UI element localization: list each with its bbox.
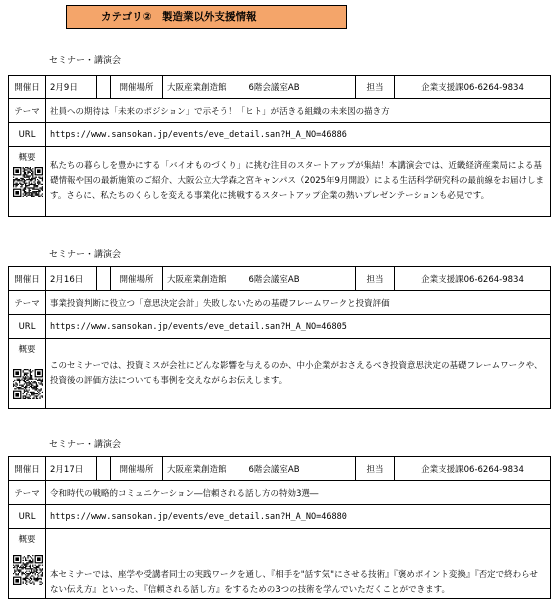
summary-label-cell bbox=[9, 339, 46, 409]
event-table bbox=[8, 456, 551, 599]
summary-label-cell bbox=[9, 147, 46, 217]
event-contact: 企業支援課06-6264-9834 bbox=[395, 457, 551, 481]
event-contact: 企業支援課06-6264-9834 bbox=[395, 267, 551, 291]
event-venue bbox=[163, 457, 356, 481]
summary-label-cell bbox=[9, 529, 46, 599]
section-label: セミナー・講演会 bbox=[49, 440, 122, 450]
spacer-cell bbox=[97, 76, 111, 99]
summary-label: 概要 bbox=[18, 153, 36, 163]
venue-room: 6階会議室AB bbox=[248, 274, 300, 285]
venue-label: 開催場所 bbox=[111, 457, 163, 481]
event-venue bbox=[163, 76, 356, 99]
category-banner: カテゴリ② 製造業以外支援情報 bbox=[66, 5, 347, 29]
event-theme: 事業投資判断に役立つ「意思決定会計」失敗しないための基礎フレームワークと投資評価 bbox=[46, 291, 551, 315]
spacer-cell bbox=[97, 457, 111, 481]
event-summary: 私たちの暮らしを豊かにする「バイオものづくり」に挑む注目のスタートアップが集結！本講演会では、近畿経済産業局による基礎情報や国の最新施策のご紹介、大阪公立大学森之宮キャンパス（2025年9月開設）による生活科学研究科の最前線をお届けします。さらに、私たちのくらしを変える事業化に挑戦するスタートアップ企業の熱いプレゼンテーションも必見です。 bbox=[46, 147, 551, 217]
event-theme: 社員への期待は「未来のポジション」で示そう！「ヒト」が活きる組織の未来図の描き方 bbox=[46, 99, 551, 123]
venue-name: 大阪産業創造館 bbox=[167, 274, 227, 285]
event-url-link[interactable]: https://www.sansokan.jp/events/eve_detail.san?H_A_NO=46805 bbox=[46, 315, 551, 339]
venue-label: 開催場所 bbox=[111, 76, 163, 99]
event-info-row bbox=[9, 457, 551, 481]
event-info-row bbox=[9, 76, 551, 99]
event-date: 2月17日 bbox=[46, 457, 97, 481]
date-label: 開催日 bbox=[9, 76, 46, 99]
event-date: 2月16日 bbox=[46, 267, 97, 291]
url-label: URL bbox=[9, 505, 46, 529]
contact-label: 担当 bbox=[356, 76, 395, 99]
event-date: 2月9日 bbox=[46, 76, 97, 99]
venue-room: 6階会議室AB bbox=[248, 464, 300, 475]
event-theme: 令和時代の戦略的コミュニケーション―信頼される話し方の特効3選― bbox=[46, 481, 551, 505]
qr-code-icon bbox=[13, 167, 43, 197]
contact-label: 担当 bbox=[356, 267, 395, 291]
event-summary: 本セミナーでは、座学や受講者同士の実践ワークを通し、『相手を"話す気"にさせる技術』『褒めポイント変換』『否定で終わらせない伝え方』といった、『信頼される話し方』をするための3つの技術を学んでいただくことができます。 bbox=[46, 529, 551, 599]
spacer-cell bbox=[97, 267, 111, 291]
event-table bbox=[8, 266, 551, 409]
event-url-link[interactable]: https://www.sansokan.jp/events/eve_detail.san?H_A_NO=46880 bbox=[46, 505, 551, 529]
contact-label: 担当 bbox=[356, 457, 395, 481]
venue-name: 大阪産業創造館 bbox=[167, 464, 227, 475]
url-label: URL bbox=[9, 123, 46, 147]
event-summary: このセミナーでは、投資ミスが会社にどんな影響を与えるのか、中小企業がおさえるべき投資意思決定の基礎フレームワークや、投資後の評価方法についても事例を交えながらお伝えします。 bbox=[46, 339, 551, 409]
theme-label: テーマ bbox=[9, 99, 46, 123]
qr-code-icon bbox=[13, 369, 43, 399]
section-label: セミナー・講演会 bbox=[49, 250, 122, 260]
date-label: 開催日 bbox=[9, 267, 46, 291]
section-label: セミナー・講演会 bbox=[49, 56, 122, 66]
theme-label: テーマ bbox=[9, 291, 46, 315]
url-label: URL bbox=[9, 315, 46, 339]
event-venue bbox=[163, 267, 356, 291]
event-url-link[interactable]: https://www.sansokan.jp/events/eve_detail.san?H_A_NO=46886 bbox=[46, 123, 551, 147]
event-info-row bbox=[9, 267, 551, 291]
theme-label: テーマ bbox=[9, 481, 46, 505]
event-contact: 企業支援課06-6264-9834 bbox=[395, 76, 551, 99]
qr-code-icon bbox=[13, 555, 43, 585]
venue-label: 開催場所 bbox=[111, 267, 163, 291]
summary-label: 概要 bbox=[18, 535, 36, 545]
date-label: 開催日 bbox=[9, 457, 46, 481]
summary-label: 概要 bbox=[18, 345, 36, 355]
venue-name: 大阪産業創造館 bbox=[167, 83, 227, 93]
event-table bbox=[8, 75, 551, 217]
venue-room: 6階会議室AB bbox=[248, 83, 300, 93]
